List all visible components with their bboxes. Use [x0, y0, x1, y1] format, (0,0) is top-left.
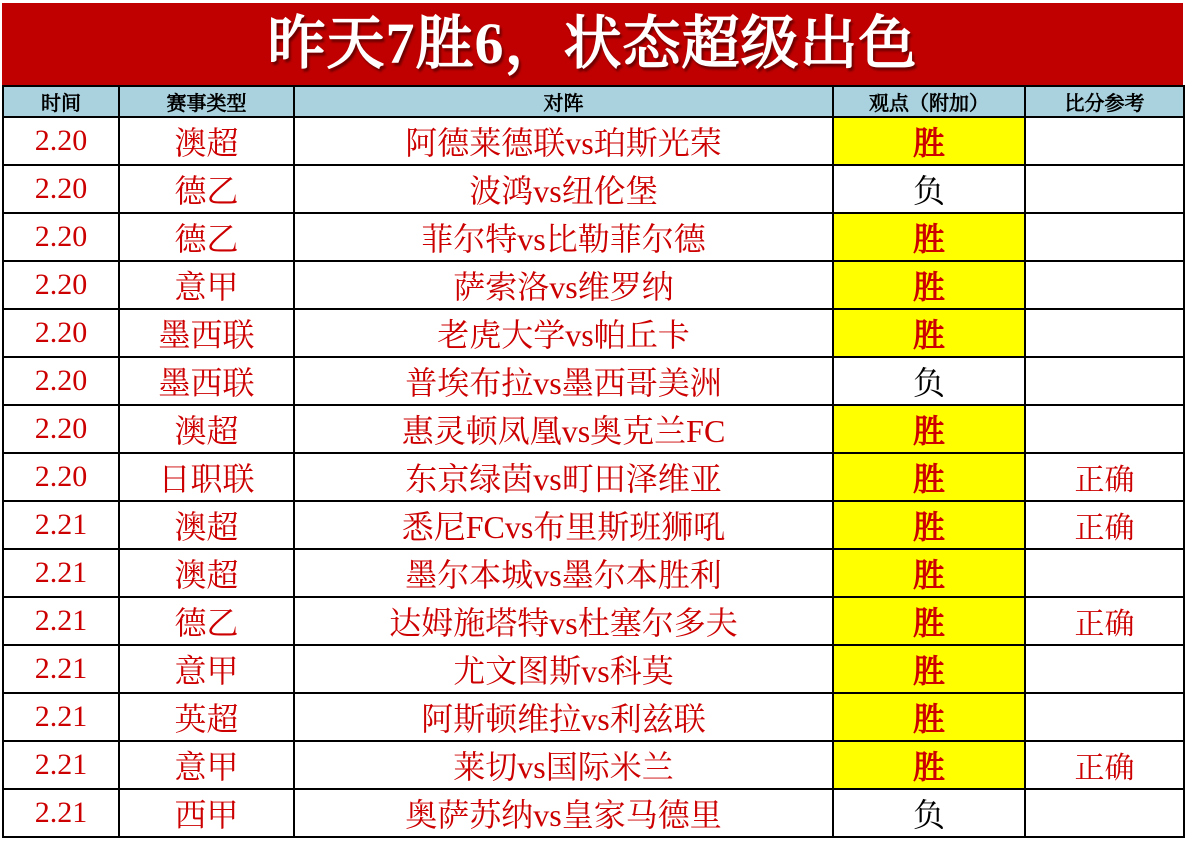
- table-row: [3, 261, 1184, 309]
- result-cell: [1025, 693, 1184, 741]
- sheet: [2, 3, 1183, 838]
- time-cell: 2.20: [3, 165, 119, 213]
- result-cell: [1025, 549, 1184, 597]
- league-cell: 德乙: [119, 213, 294, 261]
- predictions-table: [2, 85, 1185, 838]
- page-title: 昨天7胜6，状态超级出色: [267, 11, 918, 76]
- match-cell: 阿德莱德联vs珀斯光荣: [294, 117, 833, 165]
- table-header: [3, 86, 1184, 117]
- table-row: [3, 789, 1184, 837]
- league-cell: 德乙: [119, 597, 294, 645]
- verdict-cell: 胜: [833, 309, 1025, 357]
- verdict-cell: 胜: [833, 117, 1025, 165]
- result-cell: [1025, 117, 1184, 165]
- verdict-cell: 负: [833, 165, 1025, 213]
- verdict-cell: 胜: [833, 213, 1025, 261]
- table-row: [3, 165, 1184, 213]
- table-row: [3, 693, 1184, 741]
- verdict-cell: 负: [833, 789, 1025, 837]
- match-cell: 普埃布拉vs墨西哥美洲: [294, 357, 833, 405]
- header-row: [3, 86, 1184, 117]
- result-cell: 正确: [1025, 741, 1184, 789]
- col-header-verdict: 观点（附加）: [833, 86, 1025, 117]
- verdict-cell: 胜: [833, 453, 1025, 501]
- time-cell: 2.20: [3, 309, 119, 357]
- table-body: [3, 117, 1184, 837]
- league-cell: 意甲: [119, 261, 294, 309]
- col-header-league: 赛事类型: [119, 86, 294, 117]
- result-cell: [1025, 357, 1184, 405]
- match-cell: 墨尔本城vs墨尔本胜利: [294, 549, 833, 597]
- time-cell: 2.21: [3, 741, 119, 789]
- time-cell: 2.21: [3, 549, 119, 597]
- time-cell: 2.20: [3, 453, 119, 501]
- league-cell: 澳超: [119, 117, 294, 165]
- time-cell: 2.21: [3, 645, 119, 693]
- verdict-cell: 胜: [833, 261, 1025, 309]
- match-cell: 萨索洛vs维罗纳: [294, 261, 833, 309]
- verdict-cell: 胜: [833, 405, 1025, 453]
- time-cell: 2.21: [3, 501, 119, 549]
- league-cell: 日职联: [119, 453, 294, 501]
- match-cell: 达姆施塔特vs杜塞尔多夫: [294, 597, 833, 645]
- result-cell: 正确: [1025, 453, 1184, 501]
- time-cell: 2.20: [3, 117, 119, 165]
- match-cell: 老虎大学vs帕丘卡: [294, 309, 833, 357]
- result-cell: 正确: [1025, 501, 1184, 549]
- match-cell: 奥萨苏纳vs皇家马德里: [294, 789, 833, 837]
- title-banner: [2, 3, 1183, 85]
- table-row: [3, 549, 1184, 597]
- verdict-cell: 负: [833, 357, 1025, 405]
- result-cell: [1025, 405, 1184, 453]
- result-cell: 正确: [1025, 597, 1184, 645]
- league-cell: 德乙: [119, 165, 294, 213]
- match-cell: 菲尔特vs比勒菲尔德: [294, 213, 833, 261]
- league-cell: 澳超: [119, 549, 294, 597]
- verdict-cell: 胜: [833, 741, 1025, 789]
- col-header-result: 比分参考: [1025, 86, 1184, 117]
- time-cell: 2.20: [3, 405, 119, 453]
- league-cell: 澳超: [119, 405, 294, 453]
- time-cell: 2.20: [3, 357, 119, 405]
- col-header-time: 时间: [3, 86, 119, 117]
- result-cell: [1025, 165, 1184, 213]
- table-row: [3, 405, 1184, 453]
- verdict-cell: 胜: [833, 597, 1025, 645]
- time-cell: 2.20: [3, 261, 119, 309]
- league-cell: 墨西联: [119, 309, 294, 357]
- time-cell: 2.21: [3, 693, 119, 741]
- table-row: [3, 741, 1184, 789]
- result-cell: [1025, 261, 1184, 309]
- verdict-cell: 胜: [833, 645, 1025, 693]
- match-cell: 莱切vs国际米兰: [294, 741, 833, 789]
- table-row: [3, 213, 1184, 261]
- league-cell: 西甲: [119, 789, 294, 837]
- table-row: [3, 453, 1184, 501]
- league-cell: 英超: [119, 693, 294, 741]
- result-cell: [1025, 213, 1184, 261]
- verdict-cell: 胜: [833, 693, 1025, 741]
- match-cell: 惠灵顿凤凰vs奥克兰FC: [294, 405, 833, 453]
- table-row: [3, 357, 1184, 405]
- match-cell: 东京绿茵vs町田泽维亚: [294, 453, 833, 501]
- time-cell: 2.20: [3, 213, 119, 261]
- table-row: [3, 597, 1184, 645]
- match-cell: 尤文图斯vs科莫: [294, 645, 833, 693]
- result-cell: [1025, 309, 1184, 357]
- verdict-cell: 胜: [833, 549, 1025, 597]
- league-cell: 意甲: [119, 645, 294, 693]
- time-cell: 2.21: [3, 789, 119, 837]
- table-row: [3, 117, 1184, 165]
- time-cell: 2.21: [3, 597, 119, 645]
- league-cell: 意甲: [119, 741, 294, 789]
- table-row: [3, 309, 1184, 357]
- col-header-match: 对阵: [294, 86, 833, 117]
- match-cell: 阿斯顿维拉vs利兹联: [294, 693, 833, 741]
- match-cell: 悉尼FCvs布里斯班狮吼: [294, 501, 833, 549]
- result-cell: [1025, 789, 1184, 837]
- result-cell: [1025, 645, 1184, 693]
- match-cell: 波鸿vs纽伦堡: [294, 165, 833, 213]
- table-row: [3, 645, 1184, 693]
- league-cell: 墨西联: [119, 357, 294, 405]
- verdict-cell: 胜: [833, 501, 1025, 549]
- table-row: [3, 501, 1184, 549]
- league-cell: 澳超: [119, 501, 294, 549]
